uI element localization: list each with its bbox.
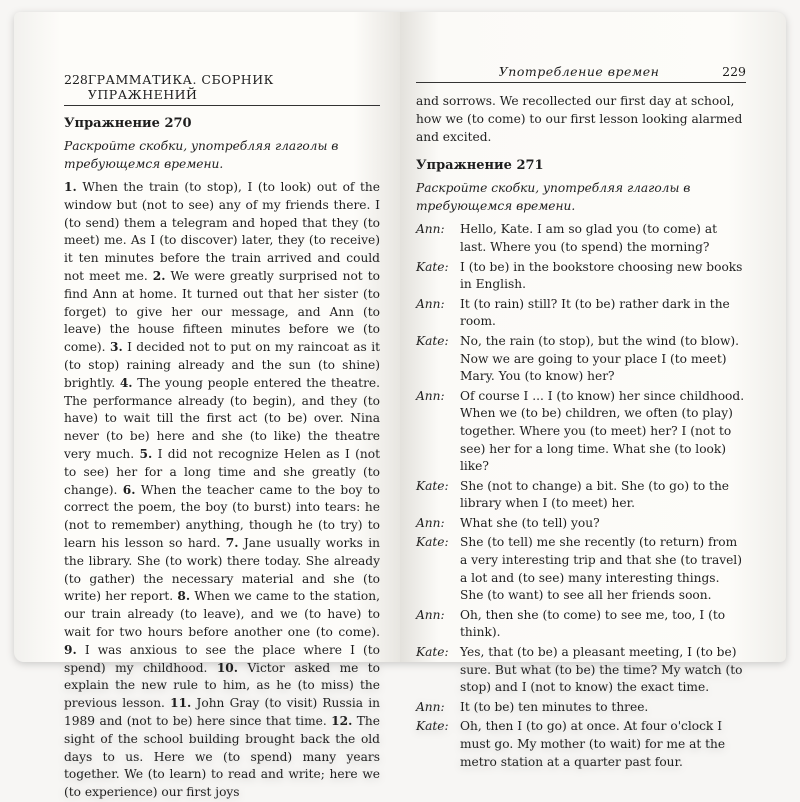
left-header-title: ГРАММАТИКА. СБОРНИК УПРАЖНЕНИЙ bbox=[87, 72, 274, 102]
item-text: When the train (to stop), I (to look) out of the window but (not to see) any of my friends there. I (to send) them a telegram and hoped that they (to meet) me. As I (to discover) later, they (to receive) it ten minutes before the train arrived and could not meet me. bbox=[64, 180, 380, 283]
speaker-label: Kate: bbox=[416, 259, 449, 274]
dialogue-line bbox=[416, 699, 746, 717]
exercise-271-instruction: Раскройте скобки, употребляя глаголы в требующемся времени. bbox=[416, 181, 691, 214]
right-page-number: 229 bbox=[722, 64, 746, 79]
item-number: 7. bbox=[225, 535, 239, 550]
item-text: I decided not to put on my raincoat as it (to stop) raining already and the sun (to shine) brightly. bbox=[64, 340, 381, 390]
item-text: Jane usually works in the library. She (to work) there today. She already (to gather) the necessary material and she (to write) her report. bbox=[64, 535, 380, 604]
dialogue-text: Oh, then I (to go) at once. At four o'clock I must go. My mother (to wait) for me at the metro station at a quarter past four. bbox=[460, 719, 726, 769]
left-page-number: 228 bbox=[64, 72, 88, 87]
item-text: Victor asked me to explain the new rule to him, as he (to miss) the previous lesson. bbox=[64, 660, 380, 711]
item-text: I did not recognize Helen as I (not to see) her for a long time and she greatly (to change). bbox=[64, 446, 380, 497]
dialogue-line bbox=[416, 296, 746, 331]
item-text: I was anxious to see the place where I (to spend) my childhood. bbox=[64, 642, 380, 675]
dialogue-line bbox=[416, 718, 746, 771]
exercise-270-continuation: and sorrows. We recollected our first day at school, how we (to come) to our first lesson looking alarmed and excited. bbox=[416, 94, 743, 144]
speaker-label: Ann: bbox=[416, 699, 445, 714]
item-number: 5. bbox=[139, 446, 153, 461]
speaker-label: Kate: bbox=[416, 333, 449, 348]
item-number: 3. bbox=[109, 340, 123, 355]
item-number: 12. bbox=[331, 713, 353, 728]
right-page bbox=[400, 12, 786, 769]
exercise-271-title: Упражнение 271 bbox=[416, 158, 544, 174]
dialogue-text: I (to be) in the bookstore choosing new books in English. bbox=[460, 259, 743, 292]
dialogue-text: It (to rain) still? It (to be) rather dark in the room. bbox=[460, 296, 730, 329]
dialogue-text: She (not to change) a bit. She (to go) to the library when I (to meet) her. bbox=[460, 478, 730, 511]
item-number: 9. bbox=[64, 642, 77, 657]
open-book bbox=[14, 12, 786, 800]
dialogue-line bbox=[416, 478, 746, 513]
dialogue-text: Yes, that (to be) a pleasant meeting, I (to be) sure. But what (to be) the time? My watch (to stop) and I (not to know) the exact time. bbox=[460, 645, 743, 695]
dialogue-text: No, the rain (to stop), but the wind (to blow). Now we are going to your place I (to meet) Mary. You (to know) her? bbox=[460, 333, 740, 384]
item-number: 10. bbox=[216, 660, 239, 675]
dialogue-line bbox=[416, 388, 746, 476]
dialogue-line bbox=[416, 607, 746, 642]
item-number: 2. bbox=[152, 268, 166, 283]
item-number: 11. bbox=[170, 696, 192, 711]
speaker-label: Kate: bbox=[416, 719, 449, 734]
left-page bbox=[14, 12, 400, 800]
speaker-label: Ann: bbox=[416, 515, 445, 530]
dialogue-text: Oh, then she (to come) to see me, too, I (to think). bbox=[460, 607, 726, 640]
dialogue-text: It (to be) ten minutes to three. bbox=[460, 699, 649, 714]
exercise-271-dialogue bbox=[416, 221, 746, 771]
item-text: When the teacher came to the boy to correct the poem, the boy (to burst) into tears: he (not to remember) anything, though he (to try) to learn his lesson so hard. bbox=[64, 482, 381, 550]
speaker-label: Ann: bbox=[416, 296, 445, 311]
item-text: We were greatly surprised not to find Ann at home. It turned out that her sister (to forget) to give her our message, and Ann (to leave) the house fifteen minutes before we (to come). bbox=[64, 268, 380, 355]
left-running-header bbox=[64, 72, 380, 106]
speaker-label: Ann: bbox=[416, 222, 445, 237]
right-running-header bbox=[416, 64, 746, 83]
item-number: 6. bbox=[122, 482, 136, 497]
dialogue-text: What she (to tell) you? bbox=[460, 515, 600, 530]
dialogue-line bbox=[416, 534, 746, 604]
exercise-270-instruction: Раскройте скобки, употребляя глаголы в требующемся времени. bbox=[64, 139, 339, 171]
speaker-label: Kate: bbox=[416, 478, 449, 493]
speaker-label: Kate: bbox=[416, 535, 449, 550]
dialogue-text: She (to tell) me she recently (to return) from a very interesting trip and that she (to travel) a lot and (to see) many interesting things. She (to want) to see all her friends soon. bbox=[460, 535, 742, 603]
dialogue-line bbox=[416, 644, 746, 697]
item-text: John Gray (to visit) Russia in 1989 and (not to be) here since that time. bbox=[64, 696, 380, 728]
item-number: 1. bbox=[64, 180, 77, 194]
item-number: 4. bbox=[119, 375, 133, 390]
speaker-label: Kate: bbox=[416, 645, 449, 660]
dialogue-text: Hello, Kate. I am so glad you (to come) at last. Where you (to spend) the morning? bbox=[460, 222, 717, 254]
dialogue-line bbox=[416, 221, 746, 256]
exercise-270-title: Упражнение 270 bbox=[64, 116, 192, 131]
dialogue-line bbox=[416, 259, 746, 294]
item-number: 8. bbox=[177, 589, 191, 604]
exercise-270-text bbox=[64, 179, 380, 802]
item-text: The sight of the school building brought back the old days to us. Here we (to spend) many years together. We (to learn) to read and write; here we (to experience) our first joys bbox=[64, 713, 380, 800]
right-header-title: Употребление времен bbox=[498, 64, 660, 79]
speaker-label: Ann: bbox=[416, 607, 445, 622]
dialogue-line bbox=[416, 515, 746, 533]
item-text: When we came to the station, our train already (to leave), and we (to have) to wait for two hours before another one (to come). bbox=[64, 589, 380, 639]
speaker-label: Ann: bbox=[416, 388, 445, 403]
dialogue-text: Of course I ... I (to know) her since childhood. When we (to be) children, we often (to play) together. Where you (to meet) her? I (not to see) her for a long time. What she (to look) like? bbox=[460, 388, 745, 474]
item-text: The young people entered the theatre. The performance already (to begin), and they (to have) to wait till the first act (to be) over. Nina never (to be) here and she (to like) the theatre very much. bbox=[64, 375, 380, 461]
dialogue-line bbox=[416, 333, 746, 386]
